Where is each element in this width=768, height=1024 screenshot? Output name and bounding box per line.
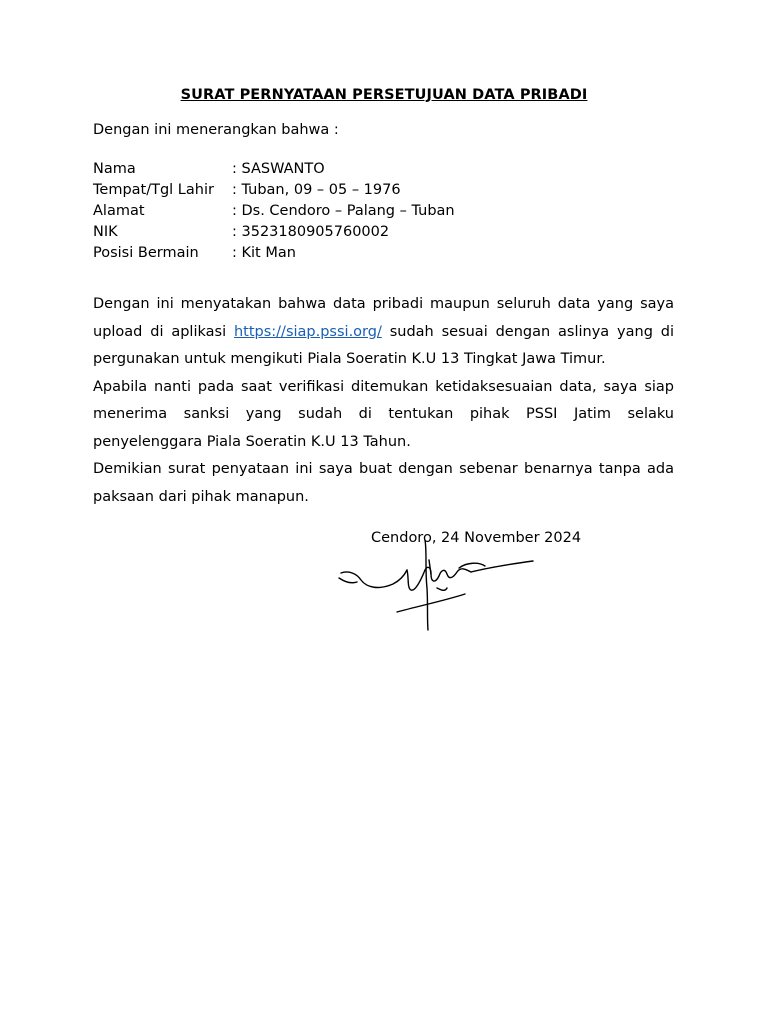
siap-pssi-link[interactable]: https://siap.pssi.org/ — [233, 323, 382, 340]
field-label: Posisi Bermain — [93, 245, 199, 261]
statement-body — [93, 291, 674, 511]
field-value: : SASWANTO — [232, 161, 325, 177]
statement-paragraph-2: Apabila nanti pada saat verifikasi ditemukan ketidaksesuaian data, saya siap menerima sanksi yang sudah di tentukan pihak PSSI Jatim selaku penyelenggara Piala Soeratin K.U 13 Tahun. — [93, 378, 674, 450]
signature-drawing — [335, 540, 545, 640]
field-row-nama — [93, 159, 455, 180]
field-row-posisi-bermain — [93, 243, 455, 264]
field-row-nik — [93, 222, 455, 243]
field-row-alamat — [93, 201, 455, 222]
paragraph-text: Dengan ini menyatakan bahwa data pribadi maupun seluruh data yang saya upload di aplikasi — [93, 296, 674, 340]
field-value: : Kit Man — [232, 245, 296, 261]
field-label: Alamat — [93, 203, 145, 219]
place-date: Cendoro, 24 November 2024 — [371, 530, 582, 546]
personal-data-fields — [93, 159, 455, 264]
field-label: Tempat/Tgl Lahir — [93, 182, 214, 198]
field-label: Nama — [93, 161, 136, 177]
field-value: : Tuban, 09 – 05 – 1976 — [232, 182, 401, 198]
statement-paragraph-1 — [93, 291, 674, 374]
paragraph-text: sudah sesuai dengan aslinya yang di pergunakan untuk mengikuti Piala Soeratin K.U 13 Tingkat Jawa Timur. — [93, 323, 675, 367]
field-value: : 3523180905760002 — [232, 224, 390, 240]
field-value: : Ds. Cendoro – Palang – Tuban — [232, 203, 455, 219]
intro-text: Dengan ini menerangkan bahwa : — [93, 122, 339, 138]
field-label: NIK — [93, 224, 118, 240]
statement-paragraph-3: Demikian surat penyataan ini saya buat dengan sebenar benarnya tanpa ada paksaan dari pihak manapun. — [93, 461, 674, 505]
field-row-tempat-tgl-lahir — [93, 180, 455, 201]
document-title: SURAT PERNYATAAN PERSETUJUAN DATA PRIBADI — [180, 87, 588, 103]
